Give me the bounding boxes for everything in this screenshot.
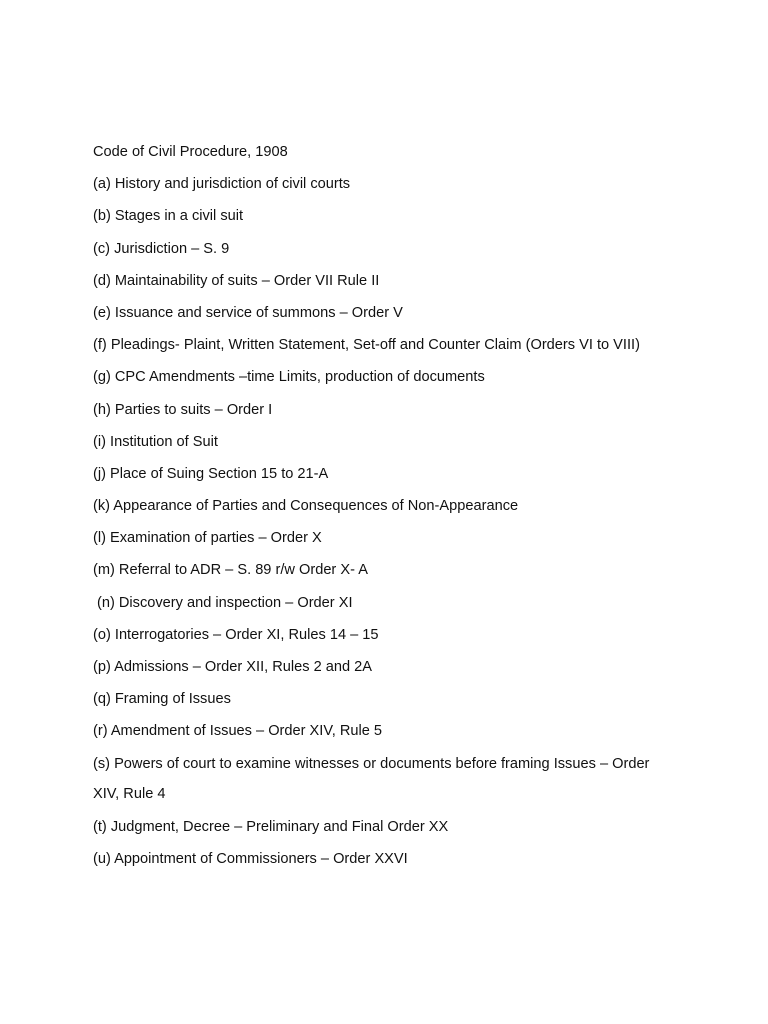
list-item-t: (t) Judgment, Decree – Preliminary and Final Order XX [93,818,449,835]
list-item-g: (g) CPC Amendments –time Limits, production of documents [93,369,485,386]
list-item-i: (i) Institution of Suit [93,433,218,450]
list-item-s-continuation: XIV, Rule 4 [93,786,166,803]
list-item-o: (o) Interrogatories – Order XI, Rules 14 – 15 [93,626,379,643]
list-item-p: (p) Admissions – Order XII, Rules 2 and 2A [93,659,373,675]
list-item-f: (f) Pleadings- Plaint, Written Statement, Set-off and Counter Claim (Orders VI to VIII) [93,337,640,354]
list-item-c: (c) Jurisdiction – S. 9 [93,240,230,257]
list-item-s: (s) Powers of court to examine witnesses or documents before framing Issues – Order [93,755,650,772]
list-item-j: (j) Place of Suing Section 15 to 21-A [93,465,329,482]
list-item-e: (e) Issuance and service of summons – Order V [93,304,403,321]
list-item-n: (n) Discovery and inspection – Order XI [97,594,353,611]
list-item-u: (u) Appointment of Commissioners – Order XXVI [93,850,408,867]
list-item-b: (b) Stages in a civil suit [93,208,244,225]
list-item-q: (q) Framing of Issues [93,691,231,708]
list-item-r: (r) Amendment of Issues – Order XIV, Rule 5 [93,723,383,740]
list-item-a: (a) History and jurisdiction of civil courts [93,176,351,193]
list-item-d: (d) Maintainability of suits – Order VII Rule II [93,272,380,289]
list-item-h: (h) Parties to suits – Order I [93,401,273,418]
document-body [93,142,683,881]
list-item-l: (l) Examination of parties – Order X [93,530,322,547]
list-item-k: (k) Appearance of Parties and Consequences of Non-Appearance [93,498,519,515]
document-title: Code of Civil Procedure, 1908 [93,144,288,160]
list-item-m: (m) Referral to ADR – S. 89 r/w Order X- A [93,562,368,579]
